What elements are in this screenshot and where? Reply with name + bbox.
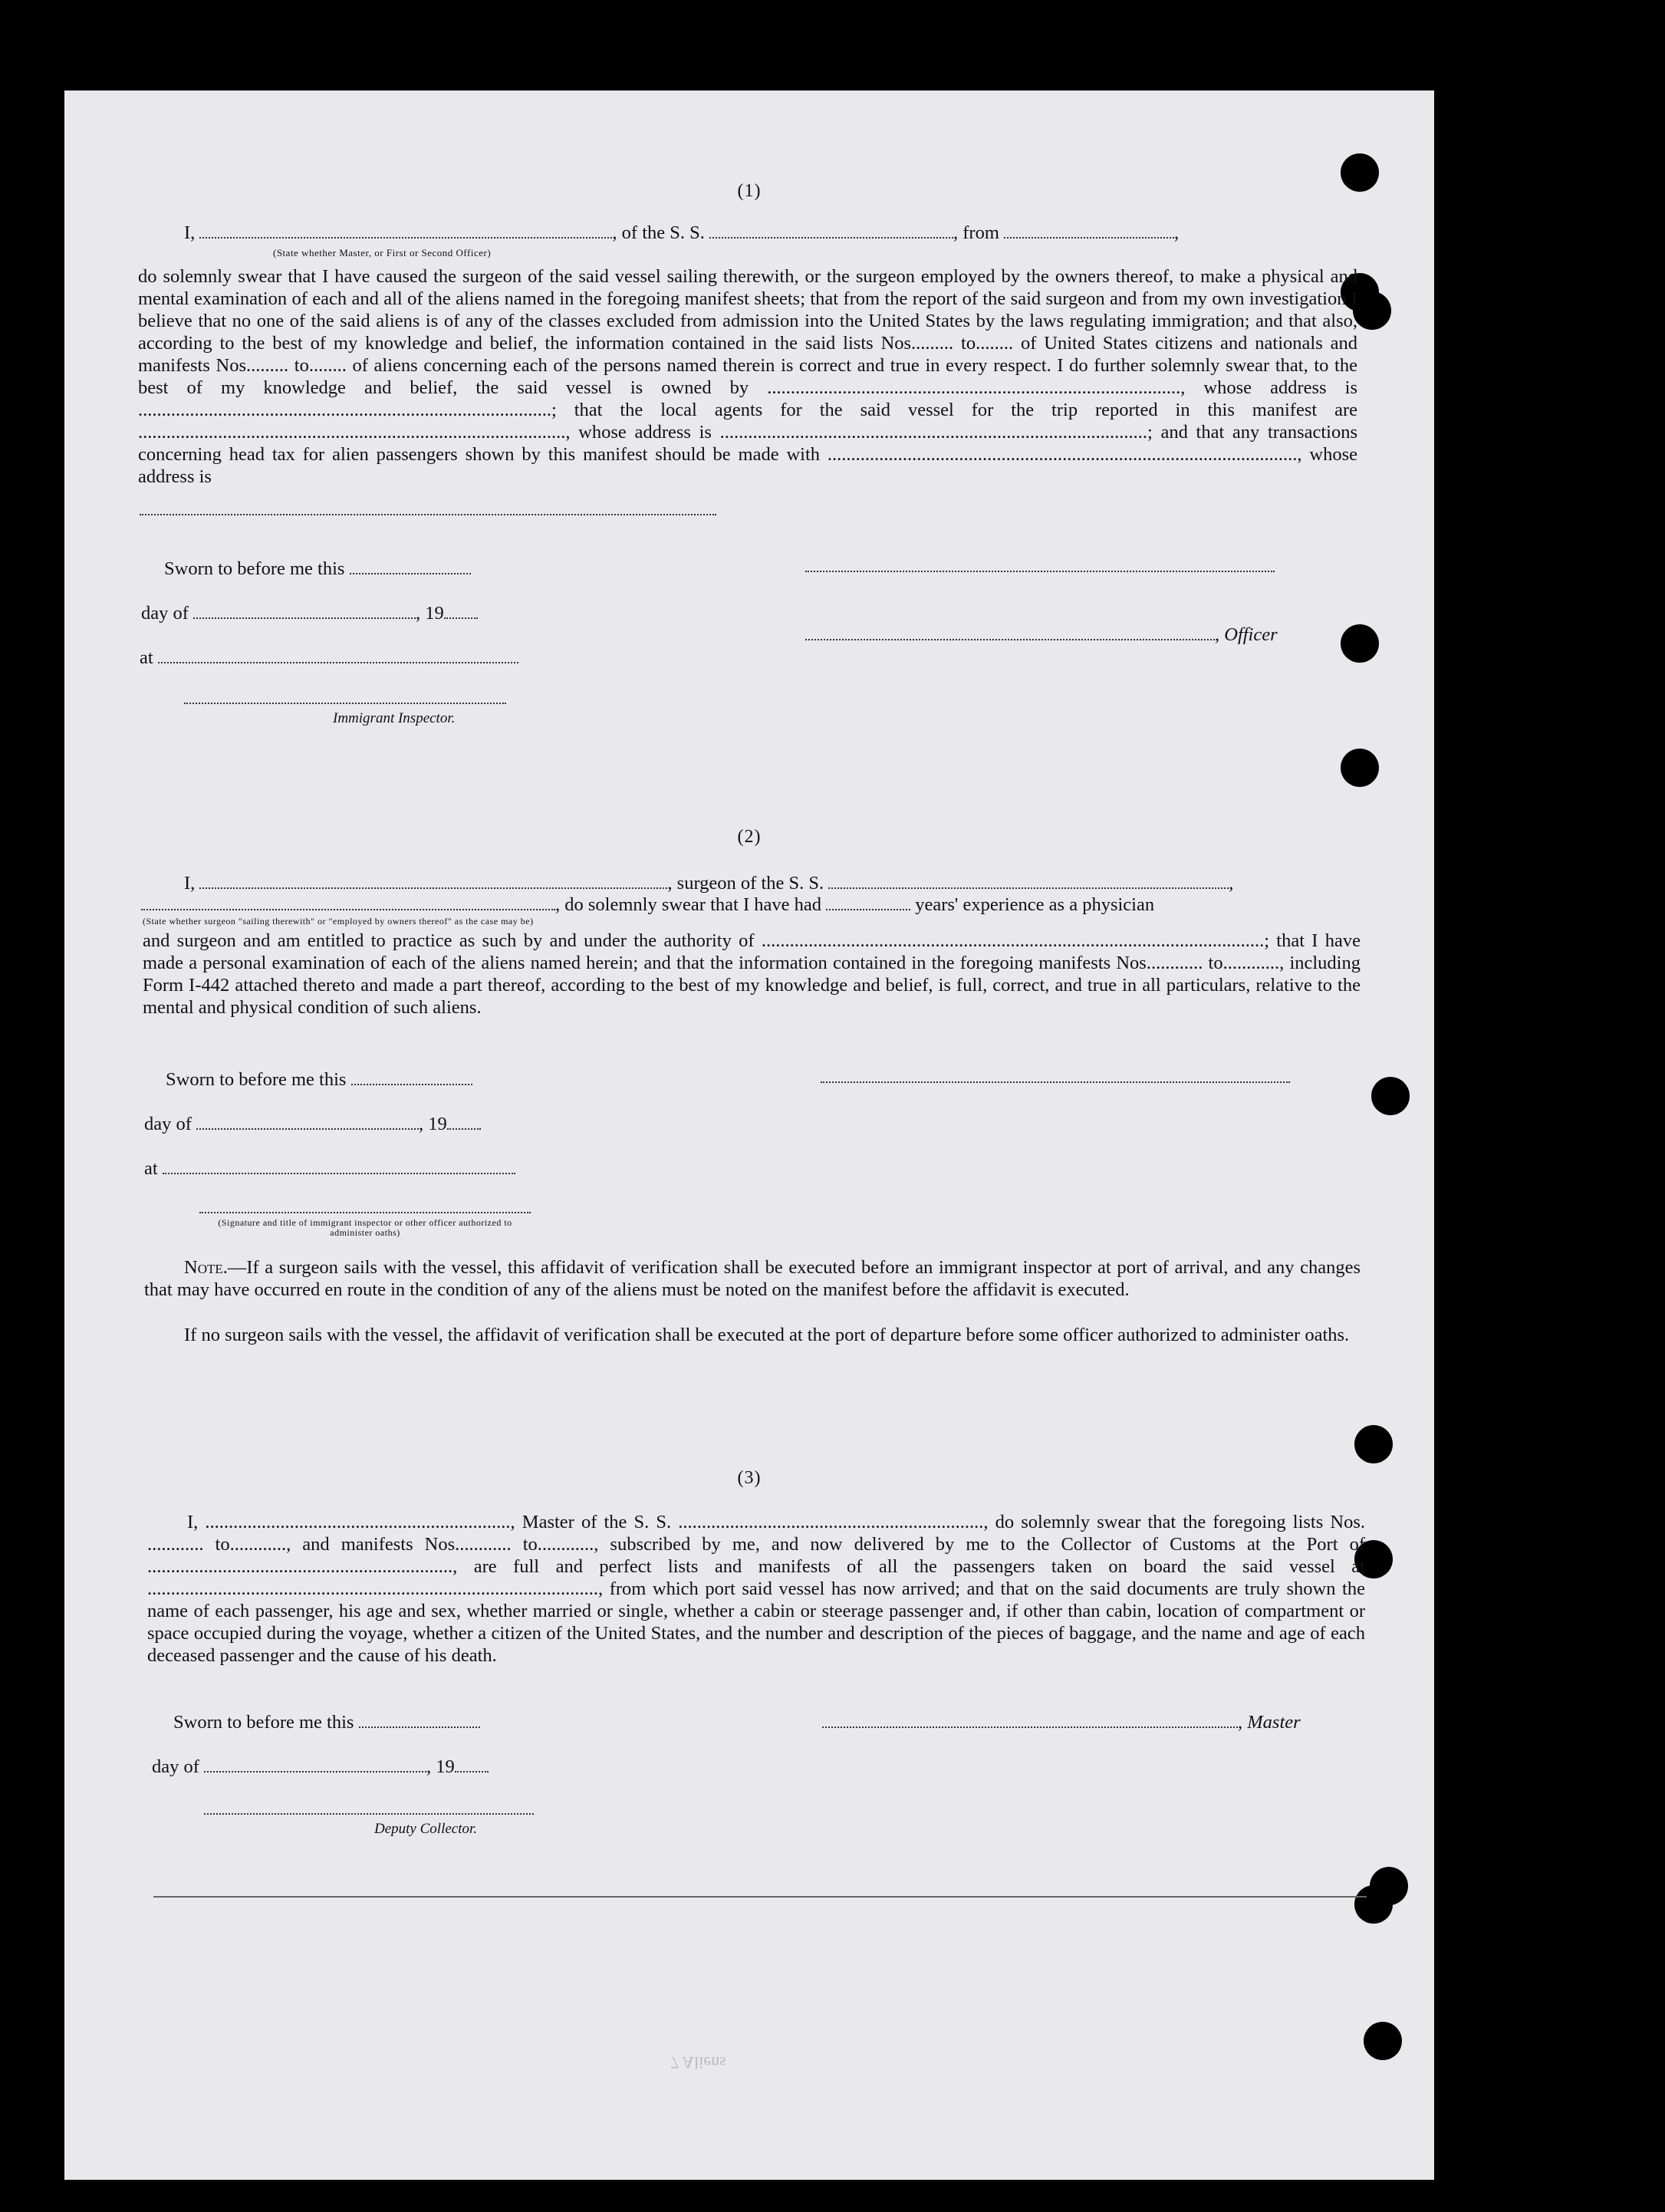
section-2-at: at bbox=[144, 1158, 515, 1180]
section-2-note: Note.—If a surgeon sails with the vessel, this affidavit of verification shall be executed before an immigrant inspector at port of arrival, and any changes that may have occurred en route in the condition of any of the aliens must be noted on the manifest before the affidavit is executed. bbox=[144, 1257, 1361, 1300]
section-1-inspector-line bbox=[184, 703, 506, 704]
section-3-sworn: Sworn to before me this bbox=[173, 1712, 480, 1733]
section-2-surgeon-note: (State whether surgeon "sailing therewith" or "employed by owners thereof" as the case may be) bbox=[143, 916, 534, 927]
form-page bbox=[64, 91, 1434, 2180]
section-2-first-line: I, , surgeon of the S. S. , bbox=[184, 873, 1234, 894]
section-1-heading: (1) bbox=[737, 181, 762, 201]
section-3-dayof: day of , 19 bbox=[152, 1756, 489, 1778]
section-1-first-line: I, , of the S. S. , from , bbox=[184, 222, 1180, 243]
faint-footer-text: 7 Aliens bbox=[670, 2053, 726, 2072]
section-1-continuation-line bbox=[140, 514, 716, 515]
section-1-signature-line bbox=[805, 571, 1275, 572]
section-1-at: at bbox=[140, 647, 518, 669]
section-3-body: I, ................................................................., Master of the S. S. ................................................................., do solemnly swear that the foregoing lists Nos. ............ to............, and manifests Nos............ to............, subscribed by me, and now delivered by me to the Collector of Customs at the Port of ................................................................., are full and perfect lists and manifests of all the passengers taken on board the said vessel at ................................................................................................, from which port said vessel has now arrived; and that on the said documents are truly shown the name of each passenger, his age and sex, whether married or single, whether a cabin or steerage passenger and, if other than cabin, location of compartment or space occupied during the voyage, whether a citizen of the United States, and the number and description of the pieces of baggage, and the name and age of each deceased passenger and the cause of his death. bbox=[147, 1512, 1365, 1666]
punch-hole bbox=[1353, 291, 1391, 330]
section-3-master-line: , Master bbox=[822, 1712, 1301, 1733]
section-1-officer-note: (State whether Master, or First or Second Officer) bbox=[273, 247, 492, 258]
section-3-collector-line bbox=[204, 1813, 534, 1815]
section-1-body: do solemnly swear that I have caused the surgeon of the said vessel sailing therewith, or the surgeon employed by the owners thereof, to make a physical and mental examination of each and all of the aliens named in the foregoing manifest sheets; that from the report of the said surgeon and from my own investigation I believe that no one of the said aliens is of any of the classes excluded from admission into the United States by the laws regulating immigration; and that also, according to the best of my knowledge and belief, the information contained in the said lists Nos......... to........ of United States citizens and nationals and manifests Nos......... to........ of aliens concerning each of the persons named therein is correct and true in every respect. I do further solemnly swear that, to the best of my knowledge and belief, the said vessel is owned by ........................................................................................, whose address is ........................................................................................; that the local agents for the said vessel for the trip reported in this manifest are ..........................................................................................., whose address is ...........................................................................................; and that any transactions concerning head tax for alien passengers shown by this manifest should be made with ...................................................................................................., whose address is bbox=[138, 266, 1357, 487]
punch-hole bbox=[1364, 2022, 1402, 2060]
section-2-body: and surgeon and am entitled to practice as such by and under the authority of ...........................................................................................................; that I have made a personal examination of each of the aliens named herein; and that the information contained in the foregoing manifests Nos............ to............, including Form I-442 attached thereto and made a part thereof, according to the best of my knowledge and belief, is full, correct, and true in all particulars, relative to the mental and physical condition of such aliens. bbox=[143, 930, 1361, 1018]
punch-hole bbox=[1341, 624, 1379, 663]
section-2-signature-line bbox=[821, 1081, 1290, 1083]
section-1-dayof: day of , 19 bbox=[141, 603, 478, 624]
punch-hole bbox=[1354, 1885, 1393, 1924]
punch-hole bbox=[1371, 1077, 1410, 1115]
section-2-second-line: , do solemnly swear that I have had years' experience as a physician bbox=[141, 894, 1361, 916]
punch-hole bbox=[1354, 1425, 1393, 1463]
bottom-rule bbox=[153, 1896, 1367, 1898]
section-2-heading: (2) bbox=[737, 827, 762, 847]
section-2-sworn: Sworn to before me this bbox=[166, 1069, 472, 1091]
section-2-dayof: day of , 19 bbox=[144, 1114, 481, 1135]
section-3-heading: (3) bbox=[737, 1468, 762, 1488]
section-1-inspector-title: Immigrant Inspector. bbox=[333, 710, 456, 726]
section-1-sworn: Sworn to before me this bbox=[164, 558, 471, 580]
section-2-sig-note: (Signature and title of immigrant inspector or other officer authorized to administer oaths) bbox=[218, 1217, 512, 1238]
section-1-officer-line: , Officer bbox=[805, 624, 1278, 646]
section-2-note-2: If no surgeon sails with the vessel, the affidavit of verification shall be executed at the port of departure before some officer authorized to administer oaths. bbox=[184, 1325, 1350, 1345]
punch-hole bbox=[1341, 749, 1379, 787]
section-2-signature-officer-line bbox=[199, 1212, 531, 1213]
section-3-collector-title: Deputy Collector. bbox=[374, 1821, 478, 1837]
